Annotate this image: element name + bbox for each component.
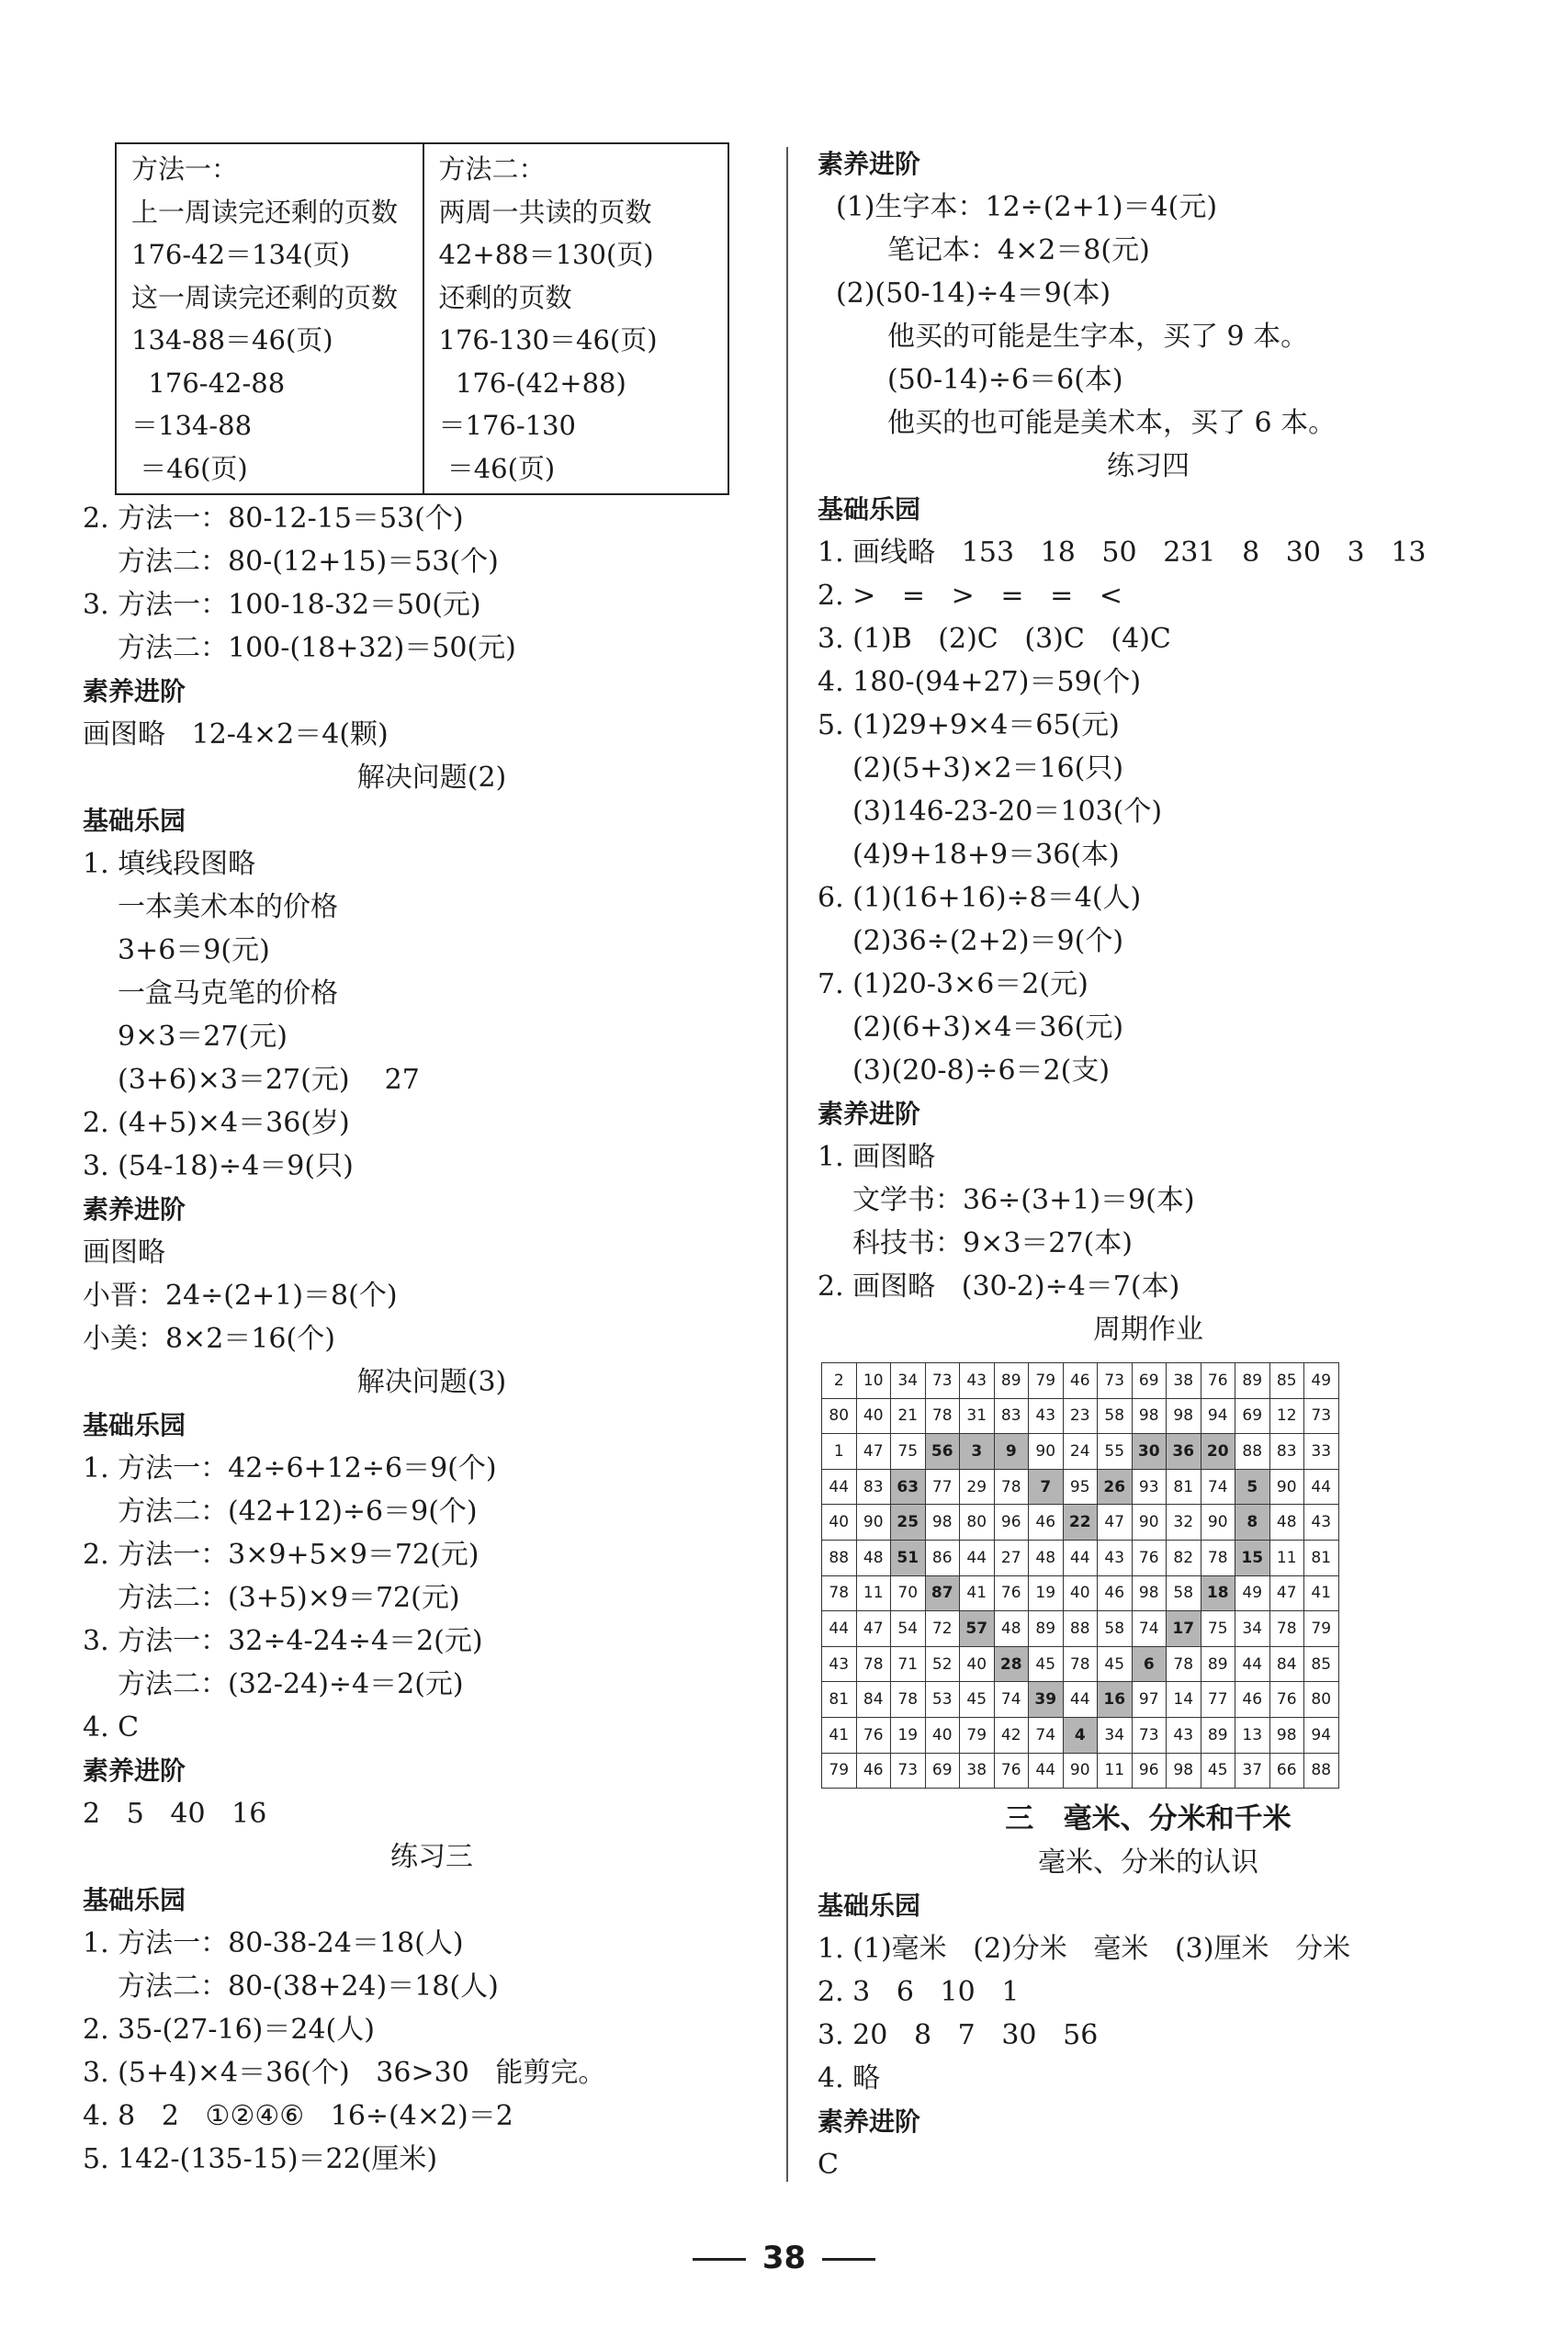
table-line: ＝176-130 [438,410,577,441]
grid-cell: 78 [891,1682,926,1718]
grid-cell: 90 [1029,1434,1064,1470]
grid-cell: 40 [856,1398,891,1434]
lesson-title: 解决问题(3) [356,1366,507,1398]
answer-line: 一本美术本的价格 [118,891,338,923]
lesson-title: 练习四 [1107,450,1190,482]
table-line: 176-42-88 [131,367,286,399]
grid-cell: 53 [925,1682,960,1718]
grid-cell: 56 [925,1434,960,1470]
grid-cell: 31 [960,1398,995,1434]
answer-line: 2. 画图略 (30-2)÷4＝7(本) [818,1270,1180,1303]
grid-cell: 76 [1132,1540,1167,1575]
grid-cell: 78 [1269,1611,1304,1647]
answer-line: 4. C [83,1711,140,1744]
grid-cell: 89 [1029,1611,1064,1647]
grid-cell: 98 [1167,1398,1201,1434]
grid-cell: 45 [1029,1646,1064,1682]
section-heading: 基础乐园 [83,1410,186,1440]
grid-cell: 4 [1063,1717,1098,1753]
lesson-title: 解决问题(2) [356,762,507,794]
grid-cell: 82 [1167,1540,1201,1575]
page-number-dash [822,2258,875,2261]
grid-cell: 76 [1269,1682,1304,1718]
grid-cell: 97 [1132,1682,1167,1718]
answer-line: (2)(6+3)×4＝36(元) [852,1011,1124,1044]
answer-line: 笔记本：4×2＝8(元) [887,234,1150,266]
grid-cell: 39 [1029,1682,1064,1718]
grid-cell: 58 [1098,1398,1133,1434]
section-heading: 基础乐园 [83,1885,186,1915]
answer-line: 他买的可能是生字本，买了 9 本。 [887,321,1309,353]
grid-cell: 46 [1098,1575,1133,1611]
grid-cell: 71 [891,1646,926,1682]
grid-cell: 42 [994,1717,1029,1753]
grid-cell: 8 [1235,1505,1270,1541]
grid-cell: 47 [1098,1505,1133,1541]
grid-cell: 43 [1167,1717,1201,1753]
grid-cell: 41 [822,1717,857,1753]
grid-cell: 98 [1132,1398,1167,1434]
grid-cell: 88 [1304,1753,1339,1789]
grid-cell: 18 [1201,1575,1235,1611]
grid-cell: 54 [891,1611,926,1647]
grid-cell: 90 [856,1505,891,1541]
grid-cell: 89 [1201,1646,1235,1682]
grid-cell: 11 [1098,1753,1133,1789]
grid-cell: 84 [856,1682,891,1718]
answer-line: (3)(20-8)÷6＝2(支) [852,1055,1111,1087]
answer-line: 2. (4+5)×4＝36(岁) [83,1107,350,1139]
answer-line: 2. > = > = = < [818,580,1123,612]
grid-cell: 43 [822,1646,857,1682]
grid-cell: 47 [856,1611,891,1647]
answer-line: 2. 35-(27-16)＝24(人) [83,2014,375,2046]
grid-row [822,1505,1339,1541]
answer-line: (50-14)÷6＝6(本) [887,364,1123,396]
grid-cell: 34 [1235,1611,1270,1647]
grid-cell: 58 [1098,1611,1133,1647]
table-line: 176-(42+88) [438,367,626,399]
grid-cell: 29 [960,1469,995,1505]
grid-cell: 46 [856,1753,891,1789]
grid-cell: 90 [1063,1753,1098,1789]
grid-cell: 78 [1167,1646,1201,1682]
grid-cell: 78 [822,1575,857,1611]
page-number-dash [693,2258,746,2261]
grid-cell: 74 [994,1682,1029,1718]
grid-cell: 41 [1304,1575,1339,1611]
grid-cell: 78 [1063,1646,1098,1682]
method-comparison-table [115,142,729,495]
grid-cell: 73 [1132,1717,1167,1753]
grid-cell: 83 [1269,1434,1304,1470]
grid-cell: 73 [925,1363,960,1399]
unit-title: 三 毫米、分米和千米 [1005,1802,1292,1836]
grid-cell: 73 [1098,1363,1133,1399]
grid-cell: 79 [960,1717,995,1753]
grid-cell: 20 [1201,1434,1235,1470]
grid-cell: 86 [925,1540,960,1575]
grid-row [822,1469,1339,1505]
answer-line: 1. 方法一：80-38-24＝18(人) [83,1927,464,1959]
grid-cell: 9 [994,1434,1029,1470]
table-line: 这一周读完还剩的页数 [131,281,399,313]
grid-cell: 45 [1098,1646,1133,1682]
grid-cell: 33 [1304,1434,1339,1470]
answer-line: 小晋：24÷(2+1)＝8(个) [83,1280,398,1312]
answer-line: 6. (1)(16+16)÷8＝4(人) [818,882,1142,914]
grid-cell: 19 [891,1717,926,1753]
answer-line: 7. (1)20-3×6＝2(元) [818,968,1089,1000]
answer-line: 9×3＝27(元) [118,1021,288,1053]
grid-cell: 74 [1201,1469,1235,1505]
answer-line: 3. (54-18)÷4＝9(只) [83,1150,354,1182]
page-number-text: 38 [761,2240,807,2276]
page-number [0,2240,1568,2276]
grid-cell: 85 [1269,1363,1304,1399]
grid-cell: 80 [822,1398,857,1434]
answer-line: 2. 方法一：80-12-15＝53(个) [83,502,464,535]
grid-cell: 40 [1063,1575,1098,1611]
grid-cell: 76 [1201,1363,1235,1399]
grid-cell: 51 [891,1540,926,1575]
answer-line: 1. 画图略 [818,1141,936,1173]
grid-row [822,1611,1339,1647]
grid-cell: 69 [925,1753,960,1789]
answer-line: 文学书：36÷(3+1)＝9(本) [852,1184,1195,1216]
grid-cell: 81 [1167,1469,1201,1505]
grid-cell: 48 [1269,1505,1304,1541]
section-heading: 素养进阶 [83,676,186,706]
grid-cell: 48 [1029,1540,1064,1575]
grid-cell: 46 [1063,1363,1098,1399]
grid-cell: 52 [925,1646,960,1682]
grid-cell: 12 [1269,1398,1304,1434]
grid-cell: 36 [1167,1434,1201,1470]
grid-cell: 79 [1029,1363,1064,1399]
grid-cell: 69 [1132,1363,1167,1399]
answer-line: 1. (1)毫米 (2)分米 毫米 (3)厘米 分米 [818,1933,1351,1966]
grid-row [822,1434,1339,1470]
grid-cell: 73 [1304,1398,1339,1434]
grid-cell: 11 [1269,1540,1304,1575]
answer-line: 4. 180-(94+27)＝59(个) [818,666,1142,698]
grid-cell: 96 [1132,1753,1167,1789]
section-heading: 素养进阶 [818,149,921,179]
grid-cell: 88 [1063,1611,1098,1647]
grid-cell: 94 [1201,1398,1235,1434]
grid-cell: 66 [1269,1753,1304,1789]
answer-line: 方法二：(32-24)÷4＝2(元) [118,1668,464,1700]
grid-cell: 48 [994,1611,1029,1647]
grid-cell: 95 [1063,1469,1098,1505]
grid-cell: 78 [994,1469,1029,1505]
grid-cell: 3 [960,1434,995,1470]
grid-cell: 79 [822,1753,857,1789]
grid-cell: 81 [1304,1540,1339,1575]
answer-line: 3. 20 8 7 30 56 [818,2019,1099,2052]
method-two-cell [423,144,728,493]
grid-cell: 70 [891,1575,926,1611]
grid-cell: 90 [1201,1505,1235,1541]
grid-cell: 2 [822,1363,857,1399]
grid-cell: 98 [925,1505,960,1541]
answer-line: 画图略 [83,1236,165,1269]
grid-cell: 25 [891,1505,926,1541]
table-line: 上一周读完还剩的页数 [131,196,399,228]
number-grid [821,1362,1339,1789]
answer-line: 4. 8 2 ①②④⑥ 16÷(4×2)＝2 [83,2100,513,2132]
grid-cell: 47 [1269,1575,1304,1611]
table-line: 42+88＝130(页) [438,239,654,270]
grid-cell: 77 [1201,1682,1235,1718]
grid-cell: 43 [1098,1540,1133,1575]
answer-line: 1. 填线段图略 [83,848,256,880]
grid-cell: 89 [994,1363,1029,1399]
grid-row [822,1682,1339,1718]
section-heading: 素养进阶 [818,1099,921,1129]
grid-cell: 63 [891,1469,926,1505]
grid-cell: 88 [822,1540,857,1575]
grid-cell: 44 [822,1611,857,1647]
grid-cell: 76 [994,1753,1029,1789]
grid-cell: 40 [925,1717,960,1753]
answer-line: 科技书：9×3＝27(本) [852,1227,1133,1259]
column-divider [786,147,788,2182]
grid-cell: 72 [925,1611,960,1647]
grid-row [822,1363,1339,1399]
grid-cell: 75 [1201,1611,1235,1647]
grid-cell: 38 [1167,1363,1201,1399]
answer-line: (4)9+18+9＝36(本) [852,839,1120,871]
grid-cell: 81 [822,1682,857,1718]
section-heading: 素养进阶 [83,1194,186,1225]
grid-cell: 46 [1029,1505,1064,1541]
grid-cell: 30 [1132,1434,1167,1470]
section-heading: 基础乐园 [818,494,921,525]
grid-cell: 84 [1269,1646,1304,1682]
answer-line: 2. 方法一：3×9+5×9＝72(元) [83,1539,479,1571]
grid-cell: 75 [891,1434,926,1470]
grid-cell: 10 [856,1363,891,1399]
answer-line: 方法二：(3+5)×9＝72(元) [118,1582,460,1614]
section-heading: 素养进阶 [818,2106,921,2138]
answer-line: 4. 略 [818,2062,881,2095]
table-line: ＝46(页) [438,452,556,484]
answer-line: (2)(5+3)×2＝16(只) [852,752,1124,785]
grid-cell: 83 [994,1398,1029,1434]
grid-cell: 1 [822,1434,857,1470]
grid-cell: 49 [1235,1575,1270,1611]
answer-line: 他买的也可能是美术本，买了 6 本。 [887,407,1337,439]
grid-row [822,1753,1339,1789]
grid-cell: 21 [891,1398,926,1434]
grid-cell: 40 [822,1505,857,1541]
grid-cell: 17 [1167,1611,1201,1647]
grid-cell: 80 [960,1505,995,1541]
answer-line: 1. 方法一：42÷6+12÷6＝9(个) [83,1452,497,1484]
table-line: 两周一共读的页数 [438,196,652,228]
grid-cell: 44 [1235,1646,1270,1682]
grid-cell: 47 [856,1434,891,1470]
answer-line: 方法二：80-(12+15)＝53(个) [118,546,499,578]
grid-cell: 44 [1029,1753,1064,1789]
grid-cell: 98 [1167,1753,1201,1789]
method-one-cell [117,144,423,493]
grid-row [822,1575,1339,1611]
table-line: ＝46(页) [131,452,248,484]
answer-line: 方法二：80-(38+24)＝18(人) [118,1970,499,2003]
answer-line: 一盒马克笔的价格 [118,977,338,1010]
lesson-title: 毫米、分米的认识 [1038,1846,1258,1880]
grid-cell: 43 [1304,1505,1339,1541]
answer-line: (2)(50-14)÷4＝9(本) [836,277,1111,310]
grid-cell: 55 [1098,1434,1133,1470]
left-column [83,142,781,2181]
grid-cell: 89 [1235,1363,1270,1399]
grid-cell: 74 [1132,1611,1167,1647]
table-line: 方法二： [438,153,546,185]
grid-cell: 38 [960,1753,995,1789]
grid-cell: 44 [1063,1540,1098,1575]
grid-cell: 58 [1167,1575,1201,1611]
grid-cell: 14 [1167,1682,1201,1718]
grid-cell: 87 [925,1575,960,1611]
grid-cell: 43 [1029,1398,1064,1434]
answer-line: (3)146-23-20＝103(个) [852,796,1163,828]
answer-line: 方法二：100-(18+32)＝50(元) [118,632,516,664]
grid-cell: 44 [1304,1469,1339,1505]
grid-cell: 98 [1269,1717,1304,1753]
grid-cell: 34 [891,1363,926,1399]
grid-cell: 79 [1304,1611,1339,1647]
answer-line: 3. 方法一：100-18-32＝50(元) [83,589,481,621]
lesson-title: 练习三 [390,1841,473,1873]
grid-cell: 69 [1235,1398,1270,1434]
answer-line: 5. (1)29+9×4＝65(元) [818,709,1120,741]
grid-cell: 89 [1201,1717,1235,1753]
answer-line: (3+6)×3＝27(元) 27 [118,1064,420,1096]
grid-cell: 26 [1098,1469,1133,1505]
table-line: 方法一： [131,153,239,185]
grid-cell: 90 [1132,1505,1167,1541]
grid-cell: 44 [822,1469,857,1505]
grid-cell: 15 [1235,1540,1270,1575]
grid-cell: 37 [1235,1753,1270,1789]
grid-cell: 44 [960,1540,995,1575]
grid-cell: 74 [1029,1717,1064,1753]
grid-cell: 48 [856,1540,891,1575]
table-line: 134-88＝46(页) [131,324,333,356]
answer-line: 方法二：(42+12)÷6＝9(个) [118,1496,478,1528]
grid-cell: 76 [994,1575,1029,1611]
grid-cell: 13 [1235,1717,1270,1753]
grid-cell: 5 [1235,1469,1270,1505]
answer-line: 3. 方法一：32÷4-24÷4＝2(元) [83,1625,483,1657]
answer-line: 3. (5+4)×4＝36(个) 36>30 能剪完。 [83,2057,606,2089]
table-line: 176-130＝46(页) [438,324,658,356]
grid-cell: 78 [925,1398,960,1434]
grid-row [822,1646,1339,1682]
lesson-title: 周期作业 [1093,1314,1203,1346]
grid-cell: 32 [1167,1505,1201,1541]
answer-line: 3+6＝9(元) [118,934,270,966]
grid-cell: 45 [1201,1753,1235,1789]
grid-cell: 57 [960,1611,995,1647]
answer-line: 画图略 12-4×2＝4(颗) [83,718,389,751]
grid-row [822,1540,1339,1575]
answer-line: 2 5 40 16 [83,1798,267,1830]
answer-line: 小美：8×2＝16(个) [83,1323,335,1355]
grid-cell: 94 [1304,1717,1339,1753]
grid-cell: 16 [1098,1682,1133,1718]
grid-cell: 73 [891,1753,926,1789]
grid-cell: 11 [856,1575,891,1611]
table-line: ＝134-88 [131,410,253,441]
right-column [818,142,1479,2186]
grid-cell: 49 [1304,1363,1339,1399]
answer-line: 5. 142-(135-15)＝22(厘米) [83,2143,438,2175]
table-line: 还剩的页数 [438,281,572,313]
grid-cell: 44 [1063,1682,1098,1718]
grid-cell: 34 [1098,1717,1133,1753]
grid-cell: 19 [1029,1575,1064,1611]
grid-cell: 78 [1201,1540,1235,1575]
grid-cell: 78 [856,1646,891,1682]
grid-cell: 24 [1063,1434,1098,1470]
section-heading: 素养进阶 [83,1755,186,1786]
grid-cell: 80 [1304,1682,1339,1718]
grid-cell: 88 [1235,1434,1270,1470]
answer-line: (1)生字本：12÷(2+1)＝4(元) [836,191,1218,223]
answer-line: (2)36÷(2+2)＝9(个) [852,925,1124,957]
answer-line: C [818,2149,839,2182]
grid-cell: 22 [1063,1505,1098,1541]
answer-line: 2. 3 6 10 1 [818,1976,1020,2009]
grid-cell: 96 [994,1505,1029,1541]
grid-cell: 76 [856,1717,891,1753]
grid-cell: 41 [960,1575,995,1611]
answer-line: 3. (1)B (2)C (3)C (4)C [818,623,1171,655]
grid-cell: 83 [856,1469,891,1505]
grid-cell: 77 [925,1469,960,1505]
grid-cell: 40 [960,1646,995,1682]
table-line: 176-42＝134(页) [131,239,351,270]
answer-line: 1. 画线略 153 18 50 231 8 30 3 13 [818,536,1427,569]
grid-cell: 27 [994,1540,1029,1575]
section-heading: 基础乐园 [818,1891,921,1922]
grid-cell: 23 [1063,1398,1098,1434]
grid-cell: 7 [1029,1469,1064,1505]
grid-cell: 45 [960,1682,995,1718]
grid-cell: 46 [1235,1682,1270,1718]
grid-cell: 85 [1304,1646,1339,1682]
grid-cell: 6 [1132,1646,1167,1682]
grid-cell: 90 [1269,1469,1304,1505]
grid-cell: 93 [1132,1469,1167,1505]
section-heading: 基础乐园 [83,806,186,836]
grid-row [822,1717,1339,1753]
grid-cell: 28 [994,1646,1029,1682]
grid-cell: 43 [960,1363,995,1399]
grid-row [822,1398,1339,1434]
grid-cell: 98 [1132,1575,1167,1611]
